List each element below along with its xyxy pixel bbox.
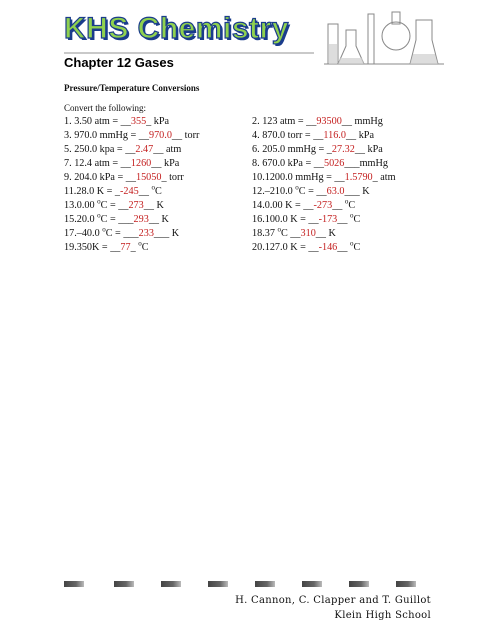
problem-answer: 293 [133, 214, 149, 225]
problem-question: 19.350K = __ [64, 242, 121, 253]
problem-unit: ___ K [344, 186, 370, 197]
problem-answer: 15050 [135, 172, 162, 183]
problem-question: 7. 12.4 atm = __ [64, 158, 131, 169]
problem-question: 16.100.0 K = __ [252, 214, 319, 225]
problem-row [64, 129, 464, 143]
problem-unit: __ $^o$C [337, 239, 361, 253]
problem-unit: __ atm [153, 144, 182, 155]
problem-question: 2. 123 atm = __ [252, 116, 317, 127]
problem-item [64, 199, 252, 213]
problem-row [64, 199, 464, 213]
problem-item [252, 157, 440, 171]
problem-question: 18.37 $^o$C __ [252, 225, 301, 239]
problem-row [64, 143, 464, 157]
problem-row [64, 185, 464, 199]
problem-unit: __ kPa [354, 144, 383, 155]
problem-question: 3. 970.0 mmHg = __ [64, 130, 149, 141]
problem-unit: __ kPa [151, 158, 180, 169]
problem-item [64, 157, 252, 171]
problem-answer: -173 [318, 214, 338, 225]
problem-question: 1. 3.50 atm = __ [64, 116, 131, 127]
problem-unit: ___ K [153, 228, 180, 239]
problem-item [252, 143, 440, 157]
problem-question: 9. 204.0 kPa = __ [64, 172, 136, 183]
problem-item [252, 129, 440, 143]
problem-grid [64, 115, 464, 255]
banner-divider [64, 52, 314, 54]
problem-item [252, 227, 440, 241]
problem-item [64, 185, 252, 199]
problem-unit: _ kPa [146, 116, 170, 127]
problem-question: 14.0.00 K = __ [252, 200, 314, 211]
problem-item [252, 241, 440, 255]
chapter-title: Chapter 12 Gases [64, 55, 174, 70]
problem-question: 11.28.0 K = _ [64, 186, 121, 197]
problem-question: 20.127.0 K = __ [252, 242, 319, 253]
problem-unit: __ $^o$C [332, 197, 356, 211]
problem-row [64, 213, 464, 227]
problem-unit: _ atm [372, 172, 396, 183]
problem-question: 17.–40.0 $^o$C = ___ [64, 225, 139, 239]
problem-answer: 93500 [316, 116, 342, 127]
problem-item [64, 241, 252, 255]
problem-question: 12.–210.0 $^o$C = __ [252, 183, 327, 197]
problem-answer: 273 [128, 200, 144, 211]
problem-unit: ___mmHg [344, 158, 388, 169]
worksheet-subtitle: Pressure/Temperature Conversions [64, 83, 200, 93]
problem-item [252, 115, 440, 129]
problem-unit: __ K [143, 200, 164, 211]
problem-answer: 233 [138, 228, 154, 239]
footer-divider [64, 581, 434, 587]
problem-item [252, 199, 440, 213]
problem-answer: -245 [120, 186, 139, 197]
problem-answer: 2.47 [135, 144, 154, 155]
problem-unit: __ kPa [345, 130, 374, 141]
problem-answer: 1.5790 [344, 172, 373, 183]
problem-answer: 310 [300, 228, 316, 239]
problem-row [64, 241, 464, 255]
problem-question: 4. 870.0 torr = __ [252, 130, 324, 141]
problem-unit: __ torr [171, 130, 200, 141]
problem-item [64, 143, 252, 157]
problem-answer: 116.0 [323, 130, 346, 141]
problem-answer: 5026 [323, 158, 345, 169]
problem-unit: __ K [315, 228, 336, 239]
problem-row [64, 171, 464, 185]
problem-answer: 77 [120, 242, 131, 253]
glassware-icon [324, 10, 444, 66]
authors-credit: H. Cannon, C. Clapper and T. Guillot [235, 595, 431, 606]
problem-question: 15.20.0 $^o$C = ___ [64, 211, 134, 225]
problem-unit: __ K [148, 214, 169, 225]
problem-unit: __ mmHg [341, 116, 383, 127]
problem-answer: -273 [313, 200, 333, 211]
problem-question: 6. 205.0 mmHg = _ [252, 144, 332, 155]
problem-unit: _ $^o$C [130, 239, 149, 253]
problem-item [64, 213, 252, 227]
school-name: Klein High School [334, 610, 431, 621]
problem-row [64, 115, 464, 129]
worksheet-instructions: Convert the following: [64, 103, 146, 113]
problem-answer: 355 [130, 116, 147, 127]
problem-answer: 27.32 [331, 144, 355, 155]
problem-item [64, 171, 252, 185]
problem-question: 10.1200.0 mmHg = __ [252, 172, 345, 183]
problem-answer: -146 [318, 242, 338, 253]
problem-answer: 1260 [130, 158, 152, 169]
problem-unit: __ $^o$C [337, 211, 361, 225]
problem-unit: _ torr [161, 172, 184, 183]
problem-row [64, 227, 464, 241]
problem-question: 8. 670.0 kPa = __ [252, 158, 324, 169]
problem-question: 13.0.00 $^o$C = __ [64, 197, 129, 211]
problem-item [64, 129, 252, 143]
problem-item [64, 115, 252, 129]
problem-answer: 63.0 [326, 186, 345, 197]
problem-row [64, 157, 464, 171]
problem-answer: 970.0 [148, 130, 172, 141]
logo-title: KHS Chemistry [64, 12, 289, 45]
problem-item [252, 171, 440, 185]
problem-question: 5. 250.0 kpa = __ [64, 144, 136, 155]
problem-item [64, 227, 252, 241]
problem-unit: __ $^o$C [138, 183, 162, 197]
